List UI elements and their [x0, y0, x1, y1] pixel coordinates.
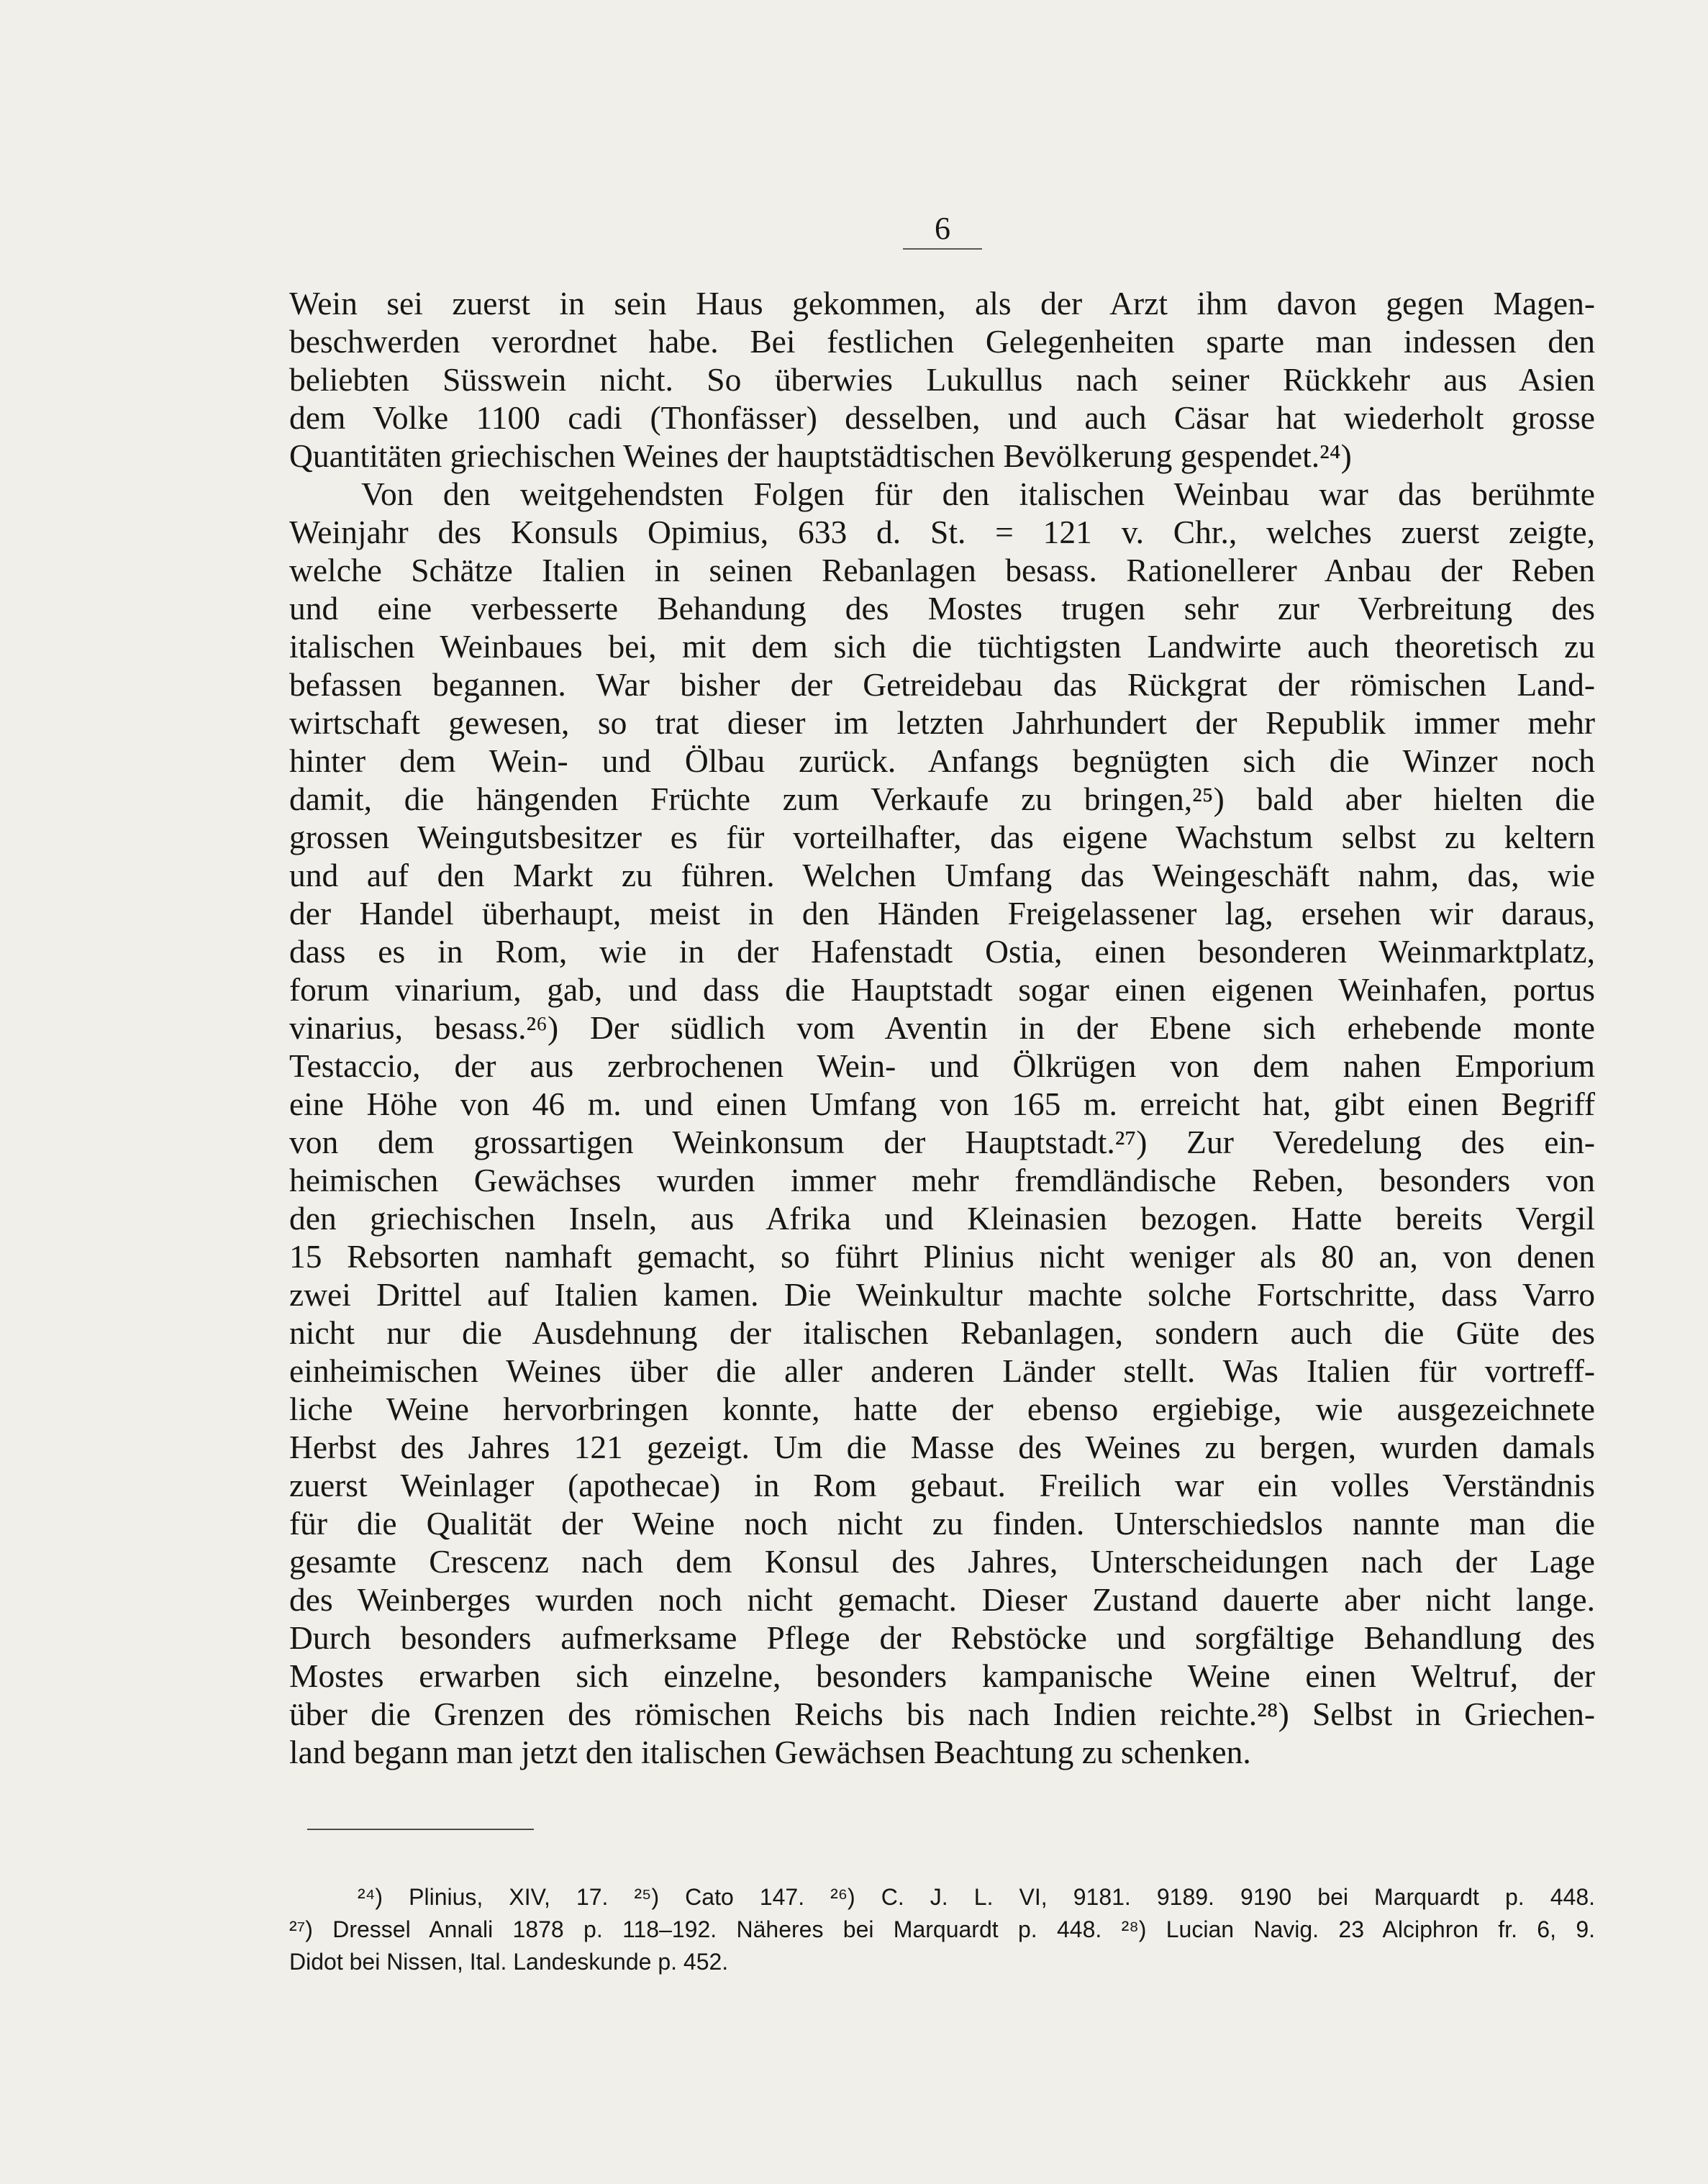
text-line: dass es in Rom, wie in der Hafenstadt Ostia, einen besonderen Weinmarktplatz, [289, 933, 1595, 970]
text-line: 15 Rebsorten namhaft gemacht, so führt Plinius nicht weniger als 80 an, von denen [289, 1238, 1595, 1275]
text-line: des Weinberges wurden noch nicht gemacht. Dieser Zustand dauerte aber nicht lange. [289, 1581, 1595, 1618]
footnotes [289, 1881, 1595, 1978]
text-line: zwei Drittel auf Italien kamen. Die Weinkultur machte solche Fortschritte, dass Varro [289, 1276, 1595, 1313]
text-line: dem Volke 1100 cadi (Thonfässer) desselben, und auch Cäsar hat wiederholt grosse [289, 399, 1595, 436]
text-line: liche Weine hervorbringen konnte, hatte der ebenso ergiebige, wie ausgezeichnete [289, 1391, 1595, 1427]
text-line: italischen Weinbaues bei, mit dem sich die tüchtigsten Landwirte auch theoretisch zu [289, 628, 1595, 665]
text-line: befassen begannen. War bisher der Getreidebau das Rückgrat der römischen Land- [289, 666, 1595, 703]
text-line: nicht nur die Ausdehnung der italischen Rebanlagen, sondern auch die Güte des [289, 1314, 1595, 1351]
text-line: zuerst Weinlager (apothecae) in Rom gebaut. Freilich war ein volles Verständnis [289, 1467, 1595, 1503]
text-line: von dem grossartigen Weinkonsum der Hauptstadt.²⁷) Zur Veredelung des ein- [289, 1124, 1595, 1160]
text-line: damit, die hängenden Früchte zum Verkaufe zu bringen,²⁵) bald aber hielten die [289, 781, 1595, 817]
text-line: und eine verbesserte Behandung des Mostes trugen sehr zur Verbreitung des [289, 590, 1595, 627]
text-line: welche Schätze Italien in seinen Rebanlagen besass. Rationellerer Anbau der Reben [289, 552, 1595, 588]
text-line: land begann man jetzt den italischen Gewächsen Beachtung zu schenken. [289, 1734, 1251, 1770]
text-line: Mostes erwarben sich einzelne, besonders kampanische Weine einen Weltruf, der [289, 1657, 1595, 1694]
text-line: Testaccio, der aus zerbrochenen Wein- und Ölkrügen von dem nahen Emporium [289, 1047, 1595, 1084]
text-line: grossen Weingutsbesitzer es für vorteilhafter, das eigene Wachstum selbst zu keltern [289, 819, 1595, 855]
text-line: Quantitäten griechischen Weines der hauptstädtischen Bevölkerung gespendet.²⁴) [289, 437, 1352, 474]
footnote-line: Didot bei Nissen, Ital. Landeskunde p. 452. [289, 1949, 729, 1975]
text-line: gesamte Crescenz nach dem Konsul des Jahres, Unterscheidungen nach der Lage [289, 1543, 1595, 1580]
footnote-line: ²⁷) Dressel Annali 1878 p. 118–192. Näheres bei Marquardt p. 448. ²⁸) Lucian Navig. 23 Alciphron fr. 6, 9. [289, 1916, 1595, 1942]
footnote-divider [307, 1829, 534, 1830]
text-line: Herbst des Jahres 121 gezeigt. Um die Masse des Weines zu bergen, wurden damals [289, 1429, 1595, 1465]
text-line: forum vinarium, gab, und dass die Hauptstadt sogar einen eigenen Weinhafen, portus [289, 971, 1595, 1008]
text-line: eine Höhe von 46 m. und einen Umfang von 165 m. erreicht hat, gibt einen Begriff [289, 1086, 1595, 1122]
text-line: den griechischen Inseln, aus Afrika und Kleinasien bezogen. Hatte bereits Vergil [289, 1200, 1595, 1237]
text-line: beliebten Süsswein nicht. So überwies Lukullus nach seiner Rückkehr aus Asien [289, 361, 1595, 398]
text-line: heimischen Gewächses wurden immer mehr fremdländische Reben, besonders von [289, 1162, 1595, 1198]
body-text [289, 284, 1595, 1771]
text-line: Weinjahr des Konsuls Opimius, 633 d. St. = 121 v. Chr., welches zuerst zeigte, [289, 514, 1595, 550]
text-line: für die Qualität der Weine noch nicht zu finden. Unterschiedslos nannte man die [289, 1505, 1595, 1542]
text-line: einheimischen Weines über die aller anderen Länder stellt. Was Italien für vortreff- [289, 1352, 1595, 1389]
text-line: über die Grenzen des römischen Reichs bis nach Indien reichte.²⁸) Selbst in Griechen- [289, 1696, 1595, 1732]
text-line: Durch besonders aufmerksame Pflege der Rebstöcke und sorgfältige Behandlung des [289, 1619, 1595, 1656]
text-line: beschwerden verordnet habe. Bei festlichen Gelegenheiten sparte man indessen den [289, 323, 1595, 360]
text-line: wirtschaft gewesen, so trat dieser im letzten Jahrhundert der Republik immer mehr [289, 704, 1595, 741]
page-number-rule [903, 248, 982, 250]
text-line: hinter dem Wein- und Ölbau zurück. Anfangs begnügten sich die Winzer noch [289, 742, 1595, 779]
page-number: 6 [935, 211, 950, 246]
text-line: und auf den Markt zu führen. Welchen Umfang das Weingeschäft nahm, das, wie [289, 857, 1595, 893]
text-line: vinarius, besass.²⁶) Der südlich vom Aventin in der Ebene sich erhebende monte [289, 1009, 1595, 1046]
footnote-line: ²⁴) Plinius, XIV, 17. ²⁵) Cato 147. ²⁶) C. J. L. VI, 9181. 9189. 9190 bei Marquardt p. 448. [358, 1884, 1595, 1910]
text-line: der Handel überhaupt, meist in den Händen Freigelassener lag, ersehen wir daraus, [289, 895, 1595, 932]
text-line: Von den weitgehendsten Folgen für den italischen Weinbau war das berühmte [361, 476, 1595, 512]
text-line: Wein sei zuerst in sein Haus gekommen, als der Arzt ihm davon gegen Magen- [289, 285, 1595, 322]
